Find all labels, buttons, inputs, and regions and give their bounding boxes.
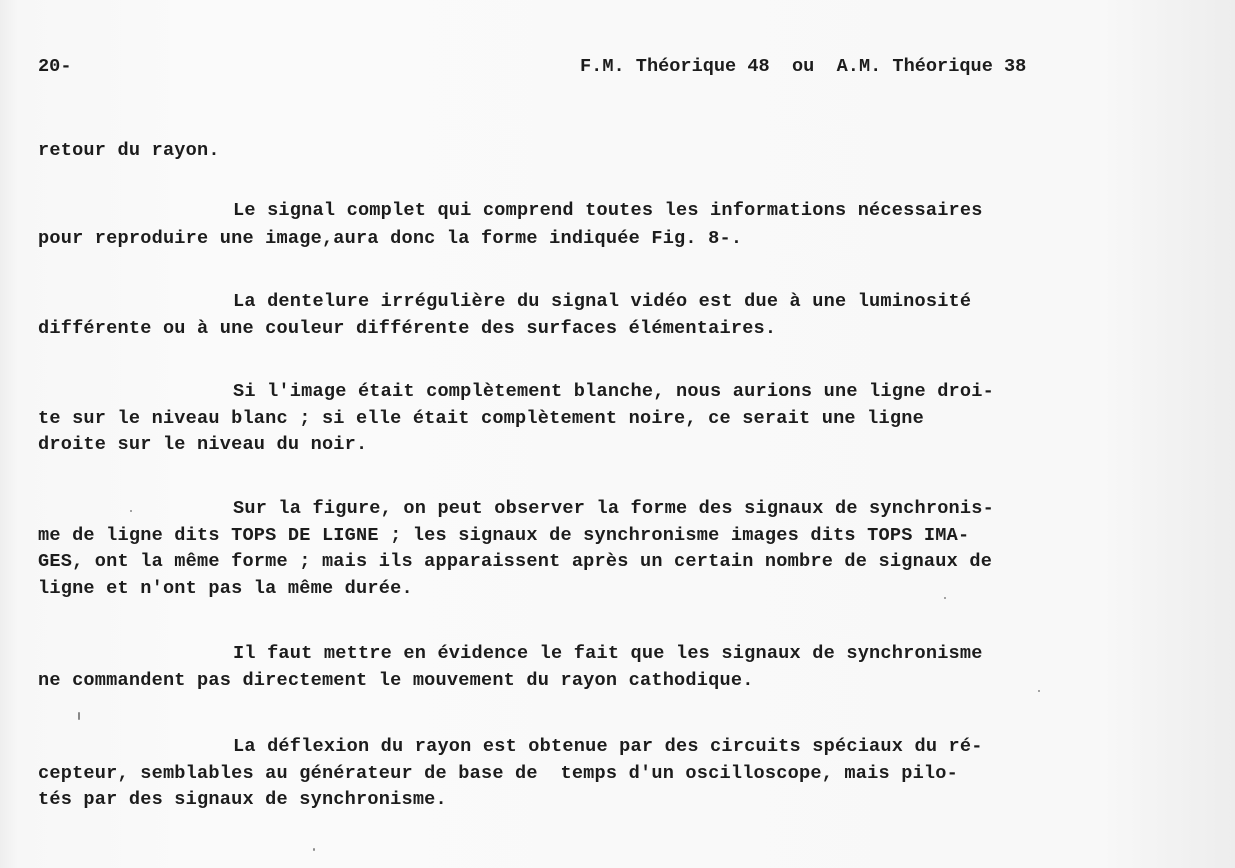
scan-speck <box>1038 690 1040 692</box>
scan-speck <box>78 712 80 720</box>
text-line: La dentelure irrégulière du signal vidéo est due à une luminosité <box>233 291 972 312</box>
text-line: Le signal complet qui comprend toutes les informations nécessaires <box>233 200 983 221</box>
text-line: Sur la figure, on peut observer la forme des signaux de synchronis- <box>233 498 994 519</box>
running-title: F.M. Théorique 48 ou A.M. Théorique 38 <box>580 56 1027 77</box>
text-line: ne commandent pas directement le mouvement du rayon cathodique. <box>38 670 754 691</box>
page-number: 20- <box>38 56 72 77</box>
text-line: Si l'image était complètement blanche, nous aurions une ligne droi- <box>233 381 994 402</box>
text-line: droite sur le niveau du noir. <box>38 434 368 455</box>
scan-speck <box>130 510 132 512</box>
text-line: retour du rayon. <box>38 140 220 161</box>
text-line: tés par des signaux de synchronisme. <box>38 789 447 810</box>
text-line: pour reproduire une image,aura donc la forme indiquée Fig. 8-. <box>38 228 743 249</box>
text-line: GES, ont la même forme ; mais ils apparaissent après un certain nombre de signaux de <box>38 551 993 572</box>
text-line: ligne et n'ont pas la même durée. <box>38 578 413 599</box>
text-line: me de ligne dits TOPS DE LIGNE ; les signaux de synchronisme images dits TOPS IMA- <box>38 525 970 546</box>
text-line: La déflexion du rayon est obtenue par des circuits spéciaux du ré- <box>233 736 983 757</box>
text-line: cepteur, semblables au générateur de base de temps d'un oscilloscope, mais pilo- <box>38 763 959 784</box>
scan-speck <box>944 597 946 599</box>
text-line: différente ou à une couleur différente des surfaces élémentaires. <box>38 318 777 339</box>
text-line: Il faut mettre en évidence le fait que les signaux de synchronisme <box>233 643 983 664</box>
text-line: te sur le niveau blanc ; si elle était complètement noire, ce serait une ligne <box>38 408 924 429</box>
scan-speck <box>313 848 315 851</box>
